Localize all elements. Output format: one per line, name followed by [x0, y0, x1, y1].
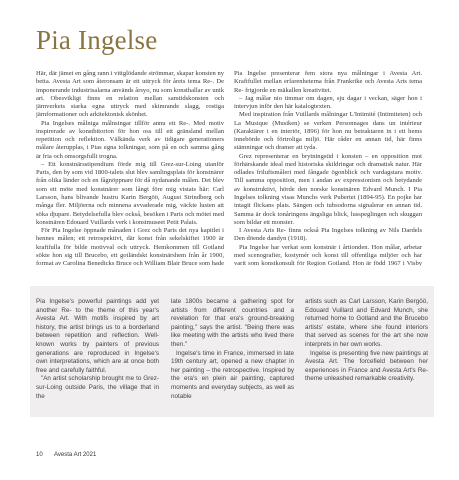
page-number: 10	[36, 452, 43, 458]
english-paragraph: Ingelse's time in France, immersed in late 19th century art, opened a new chapter in her painting – the retrospective. Inspired by the era's en plein air painting, captured moments and everyday subjects, as well as notable	[171, 349, 294, 400]
swedish-paragraph: Grez representerar en brytningstid i konsten – en opposition mot förhärskande ideal med historiska skildringar och dramatisk natur. Här odlades friluftsmåleri med fångade ögonblick och vardagstara motiv. Till samma opposition, men i andan av expressionism och betydande av konstruktivi, hörde den norske konstnären Edvard Munch. I Pia Ingelses tolkning visas Munchs verk Pubertet (1894-95). En pojke har intagit flickans plats. Sängen och tubsodorna signalerar en annan tid. Samma är dock tonåringens ängsliga blick, lusspeglingen och skuggan som bildar ett monster.	[234, 152, 422, 226]
swedish-text-left-column	[36, 70, 224, 266]
english-paragraph: late 1800s became a gathering spot for artists from different countries and a revelation for that era's ground-breaking painting," says the artist. "Being there was like meeting with the artists who lived there then."	[171, 298, 294, 348]
page-footer	[36, 452, 96, 458]
swedish-paragraph: Med inspiration från Vuillards målningar L'Intimité (Intimiteten) och La Musique (Musiken) se verken Personnages dans un intérieur (Karaktärer i en interiör, 1896) för hon nu betraktaren in i ett hems innebörde och förtroliga miljö. Här råder en annan tid, här finns stämningar och dramer att tyda.	[234, 111, 422, 152]
swedish-paragraph: Här, där jämet en gång rann i vittglödande strömmar, skapar konsten ny betta. Avesta Art som återonsam är ett uttryck för årets tema Re-. De imponerande industrisalarna används årsyo, nu som konsthallar av unik art. Obesvikligt finns en relation mellan samtidskonsten och järnverkets starka egna uttryck med skimrande slagg, rostiga järnformationer och arkitektonisk skönhet.	[36, 70, 224, 119]
swedish-paragraph: I Avesta Arts Re- finns också Pia Ingelses tolkning av Nils Dardels Den döende dandyn (1918).	[234, 227, 422, 243]
english-text-column-1	[36, 298, 159, 416]
english-text-column-2	[171, 298, 294, 416]
swedish-paragraph: Pia Ingelse har verkat som konstnär i årtionden. Hon målar, arbetar med scenografier, kostymér och konst till offentliga miljöer och har varit som konstkonsult för Region Gotland. Hon är född 1967 i Visby	[234, 243, 422, 266]
english-text-column-3	[305, 298, 428, 416]
english-paragraph: Pia Ingelse's powerful paintings add yet another Re- to the theme of this year's Avesta Art. With motifs inspired by art history, the artist brings us to a borderland between repetition and reflection. Well-known works by painters of previous generations are reproduced in Ingelse's own interpretations, which are at once both free and carefully faithful.	[36, 298, 159, 374]
publication-name: Avesta Art 2021	[54, 452, 97, 458]
page-title: Pia Ingelse	[36, 25, 158, 55]
swedish-paragraph: Pia Ingelses målniga målnsingar tillför annu ett Re-. Med motiv inspirerade av konstbitorion för hon oss till ett gränsland mellan repetition och reflektion. Välkända verk av tidigare generationers målare återupplas, i Pias egna tolkningar, som på en och samma gång är fria och omsorgsfullt trogna.	[36, 119, 224, 160]
english-paragraph: artists such as Carl Larsson, Karin Bergöö, Edouard Vuillard and Edvard Munch, she returned home to Gotland and the Brucebo artists' estate, where she found interiors that served as scenes for the art she now interprets in her own works.	[305, 298, 428, 348]
swedish-text-right-column	[234, 70, 422, 266]
swedish-paragraph: För Pia Ingelse öppnade månaden i Grez och Paris det nya kapitlet i hennes målen; ett retrospektivt, där konst från sekelskiftet 1900 är kraftfulla för bilde motivval och uttryck. Hemkommen till Gotland sökte hon sig till Brucebo, ett gotländskt konstnärshem från år 1900, format av Carolina Benedicks Bruce och William Blair Bruce som hade	[36, 227, 224, 266]
english-paragraph: Ingelse is presenting five new paintings at Avesta Art. The forcefield between her experiences in France and Avesta Art's Re-theme unleashed remarkable creativity.	[305, 349, 428, 383]
swedish-paragraph: – Ett konstnärsstipendium förde mig till Grez-sur-Loing utanför Paris, den by som vid 1800-talets slut blev samlingsplats för konstnärer från olika länder och en fågnöppnare för då nydanande målen. Det blev som ett möte med konstnärer som långt före mig vistats här: Carl Larsson, hans blivande hustru Karin Bergöö, August Strindberg och många fler. Miljöerna och minnena avvaderade mig, väckte lusten att söka djupare. Betydelsefulla blev också, besöken i Paris och mötet med konstnären Edouard Vuillards verk i konstmuseet Petit Palais.	[36, 160, 224, 226]
swedish-paragraph: Pia Ingelse presenterar fem stora nya målningar i Avesta Art. Kraftfullet mellan erfarenheterna från Frankrike och Avesta Arts tema Re- frigjorde en mäkallen kreativitet.	[234, 70, 422, 94]
swedish-paragraph: – Jag målar nio timmar om dagen, sju dagar i veckan, säger hon i intervjun inför den här katalogtexten.	[234, 94, 422, 111]
english-paragraph: "An artist scholarship brought me to Grez-sur-Loing outside Paris, the village that in the	[36, 375, 159, 400]
